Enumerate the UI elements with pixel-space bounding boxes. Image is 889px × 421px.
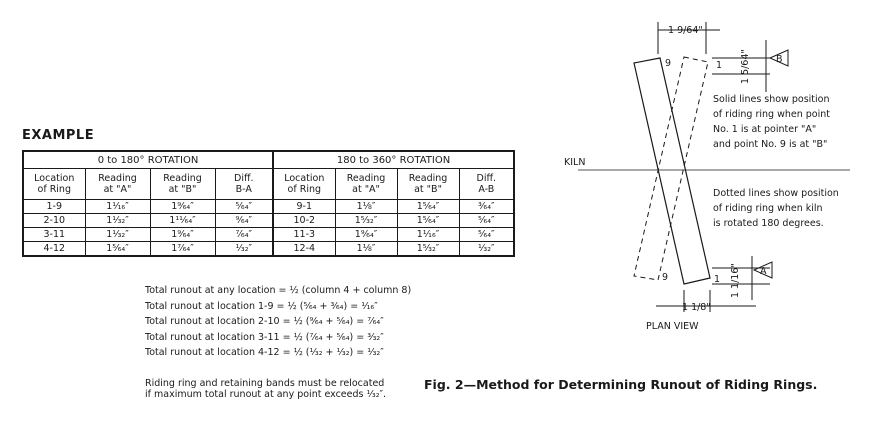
note-line: No. 1 is at pointer "A" [713, 124, 817, 135]
table-cell: 3-11 [23, 228, 85, 242]
table-cell: 1¹¹⁄₆₄″ [150, 214, 215, 228]
table-cell: 1⁵⁄₆₄″ [397, 214, 459, 228]
point-9-top: 9 [665, 58, 672, 69]
table-cell: 1-9 [23, 200, 85, 214]
column-header [215, 169, 273, 200]
column-header [459, 169, 514, 200]
column-header-line: Diff. [234, 173, 254, 184]
table-cell: ⁵⁄₆₄″ [215, 200, 273, 214]
bottom-side-dimension-text: 1 1/16" [730, 263, 741, 298]
table-cell: 1⁵⁄₃₂″ [397, 242, 459, 257]
formula-line: Total runout at location 1-9 = ½ (⁵⁄₆₄ + ³⁄₆₄) = ¹⁄₁₆″ [145, 300, 378, 312]
table-row [23, 228, 514, 242]
footnote-line: Riding ring and retaining bands must be relocated [145, 378, 385, 389]
column-header-line: of Ring [287, 184, 322, 195]
table-cell: ⁹⁄₆₄″ [215, 214, 273, 228]
column-header-line: at "A" [103, 184, 132, 195]
formula-line: Total runout at any location = ½ (column 4 + column 8) [145, 285, 412, 296]
column-header-line: Reading [346, 173, 386, 184]
column-header [85, 169, 150, 200]
table-row [23, 214, 514, 228]
example-heading: EXAMPLE [22, 128, 95, 143]
bottom-dimension-text: 1 1/8" [682, 302, 711, 313]
column-header [335, 169, 397, 200]
runout-table [22, 150, 515, 257]
column-header-line: Location [34, 173, 75, 184]
table-cell: 1⁵⁄₃₂″ [335, 214, 397, 228]
column-header-line: Reading [98, 173, 137, 184]
point-1-top: 1 [716, 60, 723, 71]
column-header [273, 169, 335, 200]
table-cell: ¹⁄₃₂″ [459, 242, 514, 257]
column-header-line: B-A [235, 184, 252, 195]
dotted-lines-note [713, 186, 839, 231]
table-cell: 11-3 [273, 228, 335, 242]
table-cell: 1⁹⁄₆₄″ [335, 228, 397, 242]
column-header [397, 169, 459, 200]
footnote-line: if maximum total runout at any point exceeds ¹⁄₃₂″. [145, 389, 387, 400]
note-line: of riding ring when point [713, 109, 830, 120]
table-cell: 1⅛″ [335, 242, 397, 257]
table-cell: ⁷⁄₆₄″ [215, 228, 273, 242]
table-cell: 1¹⁄₃₂″ [85, 214, 150, 228]
solid-lines-note [713, 92, 830, 152]
note-line: Solid lines show position [713, 94, 830, 105]
formula-list [145, 283, 411, 361]
note-line: of riding ring when kiln [713, 203, 823, 214]
figure-caption: Fig. 2—Method for Determining Runout of Riding Rings. [424, 377, 818, 392]
column-header-line: A-B [478, 184, 495, 195]
table-cell: 4-12 [23, 242, 85, 257]
formula-line: Total runout at location 4-12 = ½ (¹⁄₃₂ + ¹⁄₃₂) = ¹⁄₃₂″ [145, 347, 384, 358]
point-9-bottom: 9 [662, 272, 669, 283]
point-1-bottom: 1 [714, 274, 721, 285]
pointer-b-label: B [776, 54, 783, 65]
table-cell: 9-1 [273, 200, 335, 214]
riding-ring-solid [634, 58, 710, 284]
riding-ring-dotted [634, 57, 708, 280]
table-cell: 1⅛″ [335, 200, 397, 214]
note-line: and point No. 9 is at "B" [713, 139, 828, 150]
table-cell: 12-4 [273, 242, 335, 257]
kiln-label: KILN [564, 157, 586, 168]
column-header-line: Diff. [476, 173, 497, 184]
note-line: is rotated 180 degrees. [713, 218, 824, 229]
table-cell: 1¹⁄₁₆″ [85, 200, 150, 214]
table-cell: ¹⁄₃₂″ [215, 242, 273, 257]
column-header-line: at "B" [168, 184, 197, 195]
table-cell: 1⁷⁄₆₄″ [150, 242, 215, 257]
table-cell: 10-2 [273, 214, 335, 228]
table-cell: ³⁄₆₄″ [459, 200, 514, 214]
table-row [23, 200, 514, 214]
top-dimension-text: 1 9/64" [668, 25, 703, 36]
column-header [23, 169, 85, 200]
table-row [23, 242, 514, 257]
group-header-0-180: 0 to 180° ROTATION [23, 151, 273, 169]
column-header-line: at "B" [414, 184, 442, 195]
column-header-line: Location [284, 173, 325, 184]
table-cell: 1¹⁄₃₂″ [85, 228, 150, 242]
pointer-a-label: A [760, 266, 767, 277]
formula-line: Total runout at location 2-10 = ½ (⁹⁄₆₄ + ⁵⁄₆₄) = ⁷⁄₆₄″ [145, 316, 384, 327]
table-cell: ⁵⁄₆₄″ [459, 214, 514, 228]
table-cell: 1⁹⁄₆₄″ [150, 228, 215, 242]
column-header-line: at "A" [352, 184, 380, 195]
table-cell: 1⁹⁄₆₄″ [150, 200, 215, 214]
table-cell: 1⁵⁄₆₄″ [397, 200, 459, 214]
top-side-dimension-text: 1 5/64" [740, 49, 751, 84]
plan-view-label: PLAN VIEW [646, 321, 699, 332]
column-header-line: of Ring [37, 184, 71, 195]
group-header-180-360: 180 to 360° ROTATION [273, 151, 514, 169]
table-cell: 1⁵⁄₆₄″ [85, 242, 150, 257]
table-cell: 2-10 [23, 214, 85, 228]
column-header [150, 169, 215, 200]
table-cell: 1¹⁄₁₆″ [397, 228, 459, 242]
footnote [145, 378, 405, 400]
note-line: Dotted lines show position [713, 188, 839, 199]
column-header-line: Reading [163, 173, 202, 184]
formula-line: Total runout at location 3-11 = ½ (⁷⁄₆₄ + ⁵⁄₆₄) = ³⁄₃₂″ [145, 331, 384, 343]
table-cell: ⁵⁄₆₄″ [459, 228, 514, 242]
column-header-line: Reading [408, 173, 448, 184]
